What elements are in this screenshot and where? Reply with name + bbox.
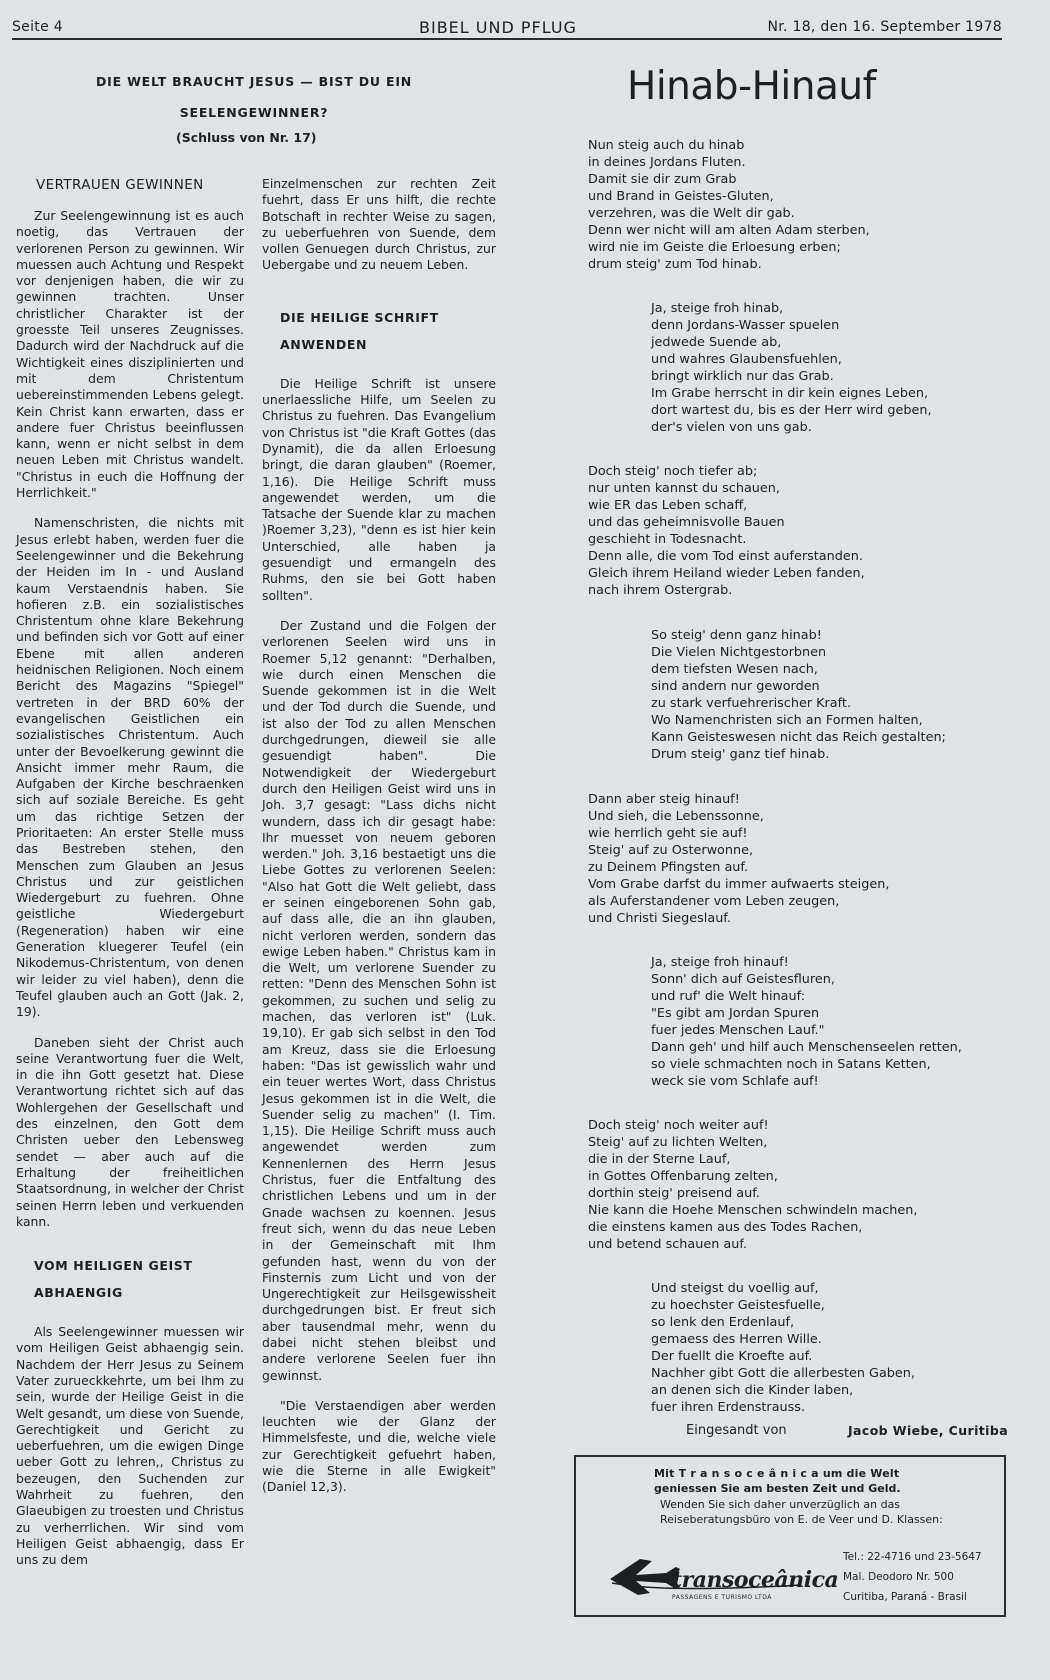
- poem-line: Denn alle, die vom Tod einst auferstanden.: [588, 549, 863, 564]
- poem-line: geschieht in Todesnacht.: [588, 532, 747, 547]
- poem-line: zu Deinem Pfingsten auf.: [588, 860, 749, 875]
- poem-stanza: [651, 954, 962, 1090]
- ad-address-city: Curitiba, Paraná - Brasil: [843, 1591, 967, 1603]
- poem-line: dorthin steig' preisend auf.: [588, 1186, 760, 1201]
- poem-line: und das geheimnisvolle Bauen: [588, 515, 785, 530]
- paragraph: "Die Verstaendigen aber werden leuchten wie der Glanz der Himmelsfeste, und die, welche viele zur Gerechtigkeit gefuehrt haben, wie die Sterne in alle Ewigkeit" (Daniel 12,3).: [262, 1397, 496, 1495]
- ad-address-street: Mal. Deodoro Nr. 500: [843, 1571, 954, 1583]
- poem-line: "Es gibt am Jordan Spuren: [651, 1006, 820, 1021]
- poem-line: bringt wirklich nur das Grab.: [651, 369, 834, 384]
- poem-line: wie ER das Leben schaff,: [588, 498, 748, 513]
- poem-line: und betend schauen auf.: [588, 1237, 748, 1252]
- poem-line: der's vielen von uns gab.: [651, 420, 812, 435]
- issue-date: Nr. 18, den 16. September 1978: [767, 19, 1002, 35]
- submitted-label: Eingesandt von: [686, 1423, 787, 1438]
- poem-stanza: [651, 627, 946, 763]
- paragraph: Die Heilige Schrift ist unsere unerlaessliche Hilfe, um Seelen zu Christus zu fuehren. Das Evangelium von Christus ist "die Kraft Gottes (das Dynamit), die da allen Erloesung bringt, die daran glauben" (Roemer, 1,16). Die Heilige Schrift muss angewendet werden, um die Tatsache der Suende klar zu machen )Roemer 3,23), "denn es ist hier kein Unterschied, alle haben ja gesuendigt und ermangeln des Ruhms, den sie bei Gott haben sollten".: [262, 375, 496, 603]
- poem-line: Damit sie dir zum Grab: [588, 172, 737, 187]
- poem-line: Doch steig' noch tiefer ab;: [588, 464, 758, 479]
- poem-line: Nun steig auch du hinab: [588, 138, 745, 153]
- poem-line: jedwede Suende ab,: [651, 335, 782, 350]
- poem-line: Drum steig' ganz tief hinab.: [651, 747, 830, 762]
- continuation-note: (Schluss von Nr. 17): [176, 130, 317, 145]
- poem-line: die einstens kamen aus des Todes Rachen,: [588, 1220, 863, 1235]
- article-title-line1: DIE WELT BRAUCHT JESUS — BIST DU EIN: [95, 74, 413, 89]
- poem-line: fuer jedes Menschen Lauf.": [651, 1023, 825, 1038]
- poem-line: dort wartest du, bis es der Herr wird geben,: [651, 403, 932, 418]
- article-column-1: [16, 208, 244, 1569]
- poem-line: sind andern nur geworden: [651, 679, 820, 694]
- poem-line: zu stark verfuehrerischer Kraft.: [651, 696, 852, 711]
- poem-line: wie herrlich geht sie auf!: [588, 826, 748, 841]
- poem-author: Jacob Wiebe, Curitiba: [848, 1423, 1009, 1438]
- paragraph: Zur Seelengewinnung ist es auch noetig, das Vertrauen der verlorenen Person zu gewinnen. Wir muessen auch Achtung und Respekt vor denjenigen haben, die wir zu gewinnen trachten. Unser christlicher Charakter ist der groesste Teil unseres Zeugnisses. Dadurch wird der Nachdruck auf die Wichtigkeit eines disziplinierten und mit dem Christentum uebereinstimmenden Lebens gelegt. Kein Christ kann erwarten, dass er andere fuer Christus beeinflussen kann, wenn er nicht selbst in dem neuen Leben mit Christus wandelt. "Christus in euch die Hoffnung der Herrlichkeit.": [16, 208, 244, 501]
- poem-line: Doch steig' noch weiter auf!: [588, 1118, 769, 1133]
- section-heading-schrift: DIE HEILIGE SCHRIFT ANWENDEN: [280, 309, 439, 352]
- ad-brand: transoceânica: [672, 1567, 839, 1593]
- paragraph: Als Seelengewinner muessen wir vom Heiligen Geist abhaengig sein. Nachdem der Herr Jesus zu Seinem Vater zurueckkehrte, um bei Ihm zu sein, wurde der Heilige Geist in die Welt gesandt, um diese von Suende, Gerechtigkeit und Gericht zu ueberfuehren, um die ewigen Dinge ueber Gott zu lehren,, Christus zu bezeugen, den Suchenden zur Wahrheit zu fuehren, den Glaeubigen zu troesten und Christus zu verherrlichen. Wir sind vom Heiligen Geist abhaengig, dass Er uns zu dem: [16, 1324, 244, 1568]
- poem-line: so lenk den Erdenlauf,: [651, 1315, 795, 1330]
- poem-line: wird nie im Geiste die Erloesung erben;: [588, 240, 841, 255]
- poem-line: so viele schmachten noch in Satans Ketten,: [651, 1057, 931, 1072]
- poem-line: verzehren, was die Welt dir gab.: [588, 206, 795, 221]
- poem-line: fuer ihren Erdenstrauss.: [651, 1400, 806, 1415]
- poem-line: Nachher gibt Gott die allerbesten Gaben,: [651, 1366, 915, 1381]
- poem-line: Der fuellt die Kroefte auf.: [651, 1349, 813, 1364]
- article-title-line2: SEELENGEWINNER?: [179, 105, 329, 120]
- poem-line: Sonn' dich auf Geistesfluren,: [651, 972, 835, 987]
- newspaper-title: BIBEL UND PFLUG: [419, 18, 577, 37]
- poem-line: und wahres Glaubensfuehlen,: [651, 352, 842, 367]
- transoceanica-ad: [574, 1455, 1006, 1617]
- poem-line: Ja, steige froh hinab,: [651, 301, 784, 316]
- poem-line: Im Grabe herrscht in dir kein eignes Leben,: [651, 386, 929, 401]
- poem-line: Kann Geisteswesen nicht das Reich gestalten;: [651, 730, 946, 745]
- poem-line: So steig' denn ganz hinab!: [651, 628, 822, 643]
- paragraph: Namenschristen, die nichts mit Jesus erlebt haben, werden fuer die Seelengewinner und die Bekehrung der Heiden im In - und Ausland kaum Verstaendnis haben. Sie hofieren z.B. ein sozialistisches Christentum ohne klare Bekehrung und befinden sich vor Gott auf einer Ebene mit allen anderen heidnischen Religionen. Noch einem Bericht des Magazins "Spiegel" vertreten in der BRD 60% der evangelischen Geistlichen ein sozialistisches Christentum. Auch unter der Bevoelkerung gewinnt die Ansicht immer mehr Raum, die Aufgaben der Kirche beschraenken sich auf soziale Bereiche. Es geht um das richtige Setzen der Prioritaeten: An erster Stelle muss das Bestreben stehen, den Menschen zum Glauben an Jesus Christus und zur geistlichen Wiedergeburt zu fuehren. Ohne geistliche Wiedergeburt (Regeneration) haben wir eine Generation kluegerer Teufel (ein Nikodemus-Christentum, von denen wir leider zu viel haben), denn die Teufel glauben auch an Gott (Jak. 2, 19).: [16, 515, 244, 1020]
- ad-tagline: PASSAGENS E TURISMO LTDA: [672, 1594, 772, 1601]
- paragraph: Der Zustand und die Folgen der verlorenen Seelen wird uns in Roemer 5,12 genannt: "Derhalben, wie durch einen Menschen die Suende gekommen ist in die Welt und der Tod durch die Suende, und ist also der Tod zu allen Menschen durchgedrungen, dieweil sie alle gesuendigt haben". Die Notwendigkeit der Wiedergeburt durch den Heiligen Geist wird uns in Joh. 3,7 gesagt: "Lass dichs nicht wundern, dass ich dir gesagt habe: Ihr muesset von neuem geboren werden." Joh. 3,16 bestaetigt uns die Liebe Gottes zu verlorenen Seelen: "Also hat Gott die Welt geliebt, dass er seinen eingeborenen Sohn gab, auf dass alle, die an ihn glauben, nicht verloren werden, sondern das ewige Leben haben." Christus kam in die Welt, um verlorene Suender zu retten: "Denn des Menschen Sohn ist gekommen, zu suchen und selig zu machen, das verloren ist" (Luk. 19,10). Er gab sich selbst in den Tod am Kreuz, dass sie die Erloesung haben: "Das ist gewisslich wahr und ein teuer wertes Wort, dass Christus Jesus gekommen ist in die Welt, die Suender selig zu machen" (I. Tim. 1,15). Die Heilige Schrift muss auch angewendet werden zum Kennenlernen des Herrn Jesus Christus, fuer die Entfaltung des christlichen Lebens und um in der Gnade wachsen zu koennen. Jesus freut sich, wenn du das neue Leben in der Gemeinschaft mit Ihm gefunden hast, wenn du von der Finsternis zum Licht und von der Ungerechtigkeit zur Heilsgewissheit durchgedrungen bist. Er freut sich aber tausendmal mehr, wenn du dabei nicht stehen bleibst und andere verlorene Seelen fuer ihn gewinnst.: [262, 617, 496, 1383]
- poem-line: Steig' auf zu Osterwonne,: [588, 843, 754, 858]
- poem-line: weck sie vom Schlafe auf!: [651, 1074, 819, 1089]
- poem-line: Dann geh' und hilf auch Menschenseelen retten,: [651, 1040, 962, 1055]
- poem-line: Vom Grabe darfst du immer aufwaerts steigen,: [588, 877, 890, 892]
- poem-line: Und sieh, die Lebenssonne,: [588, 809, 764, 824]
- poem-line: die in der Sterne Lauf,: [588, 1152, 731, 1167]
- poem-title: Hinab-Hinauf: [627, 64, 876, 109]
- poem-line: Ja, steige froh hinauf!: [651, 955, 789, 970]
- article-column-2: [262, 176, 496, 1496]
- poem-line: nach ihrem Ostergrab.: [588, 583, 733, 598]
- poem-line: Wo Namenchristen sich an Formen halten,: [651, 713, 923, 728]
- poem-line: in deines Jordans Fluten.: [588, 155, 746, 170]
- poem-line: nur unten kannst du schauen,: [588, 481, 780, 496]
- poem-stanza: [588, 1117, 917, 1253]
- poem-line: Steig' auf zu lichten Welten,: [588, 1135, 768, 1150]
- poem-line: Und steigst du voellig auf,: [651, 1281, 819, 1296]
- poem-line: als Auferstandener vom Leben zeugen,: [588, 894, 840, 909]
- poem-line: Nie kann die Hoehe Menschen schwindeln machen,: [588, 1203, 918, 1218]
- poem-line: an denen sich die Kinder laben,: [651, 1383, 854, 1398]
- poem-line: Die Vielen Nichtgestorbnen: [651, 645, 827, 660]
- poem-line: in Gottes Offenbarung zelten,: [588, 1169, 778, 1184]
- ad-line-4: Reiseberatungsbüro von E. de Veer und D. Klassen:: [660, 1513, 943, 1526]
- poem-stanza: [588, 137, 870, 273]
- ad-line-2: geniessen Sie am besten Zeit und Geld.: [654, 1482, 901, 1495]
- poem-line: Dann aber steig hinauf!: [588, 792, 740, 807]
- ad-line-1: Mit T r a n s o c e â n i c a um die Welt: [654, 1467, 900, 1480]
- paragraph: Einzelmenschen zur rechten Zeit fuehrt, dass Er uns hilft, die rechte Botschaft in rechter Weise zu sagen, zu ueberfuehren von Suende, dem vollen Genuegen durch Christus, zur Uebergabe und zu neuem Leben.: [262, 176, 496, 273]
- poem-line: drum steig' zum Tod hinab.: [588, 257, 762, 272]
- poem-stanza: [651, 300, 932, 436]
- poem-line: und Christi Siegeslauf.: [588, 911, 731, 926]
- poem-line: und Brand in Geistes-Gluten,: [588, 189, 774, 204]
- poem-line: dem tiefsten Wesen nach,: [651, 662, 818, 677]
- ad-line-3: Wenden Sie sich daher unverzüglich an das: [660, 1498, 901, 1511]
- poem-line: und ruf' die Welt hinauf:: [651, 989, 805, 1004]
- paragraph: Daneben sieht der Christ auch seine Verantwortung fuer die Welt, in die ihn Gott gesetzt hat. Diese Verantwortung richtet sich auf das Wohlergehen der Gesellschaft und des einzelnen, den Gott dem Christen ueber den Lebensweg sendet — aber auch auf die Erhaltung der freiheitlichen Staatsordnung, in welcher der Christ seinen Herrn leben und verkuenden kann.: [16, 1034, 244, 1229]
- section-heading-geist: VOM HEILIGEN GEIST ABHAENGIG: [34, 1258, 193, 1301]
- section-heading-vertrauen: VERTRAUEN GEWINNEN: [36, 177, 204, 193]
- poem-stanza: [588, 791, 889, 927]
- poem-line: Denn wer nicht will am alten Adam sterben,: [588, 223, 870, 238]
- poem-line: denn Jordans-Wasser spuelen: [651, 318, 840, 333]
- running-header: [12, 19, 1002, 39]
- poem-stanza: [588, 463, 865, 599]
- poem-stanza: [651, 1280, 915, 1416]
- poem-line: zu hoechster Geistesfuelle,: [651, 1298, 825, 1313]
- poem-line: gemaess des Herren Wille.: [651, 1332, 822, 1347]
- header-rule: [12, 38, 1002, 40]
- ad-telephone: Tel.: 22-4716 und 23-5647: [843, 1551, 982, 1563]
- article-title: [34, 66, 474, 128]
- poem-line: Gleich ihrem Heiland wieder Leben fanden,: [588, 566, 865, 581]
- page-number: Seite 4: [12, 19, 63, 35]
